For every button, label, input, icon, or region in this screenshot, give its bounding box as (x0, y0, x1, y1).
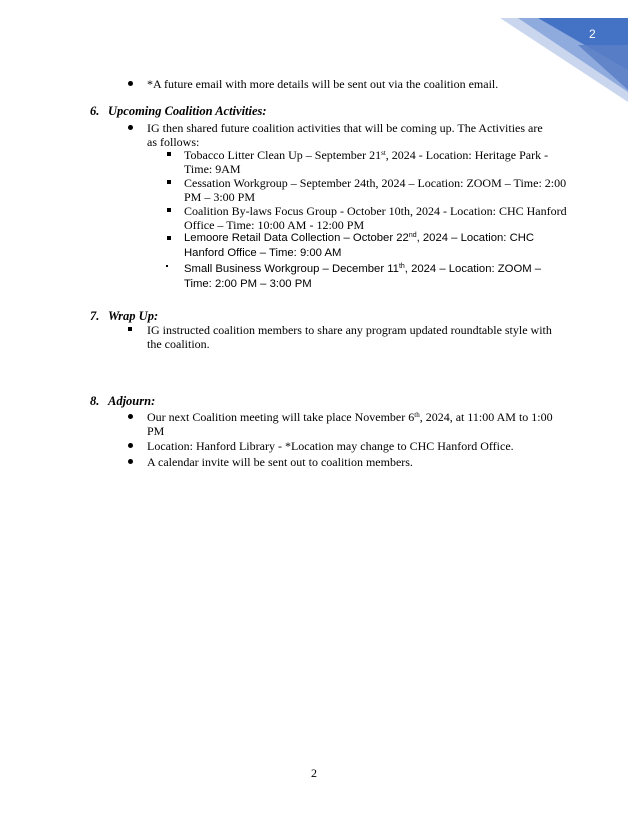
activity-5-sup: th (398, 263, 405, 270)
activity-1-sup: st (381, 149, 386, 157)
activity-3: Coalition By-laws Focus Group - October 10th, 2024 - Location: CHC Hanford Office – Time: 10:00 AM - 12:00 PM (184, 204, 567, 232)
section-7-heading (90, 309, 158, 323)
section-8-heading (90, 394, 155, 408)
activity-1-text: Tobacco Litter Clean Up – September 21 (184, 148, 382, 162)
adjourn-bullet-1-text: Our next Coalition meeting will take place November 6 (147, 410, 415, 424)
section-6-heading (90, 104, 267, 118)
square-bullet-icon (128, 327, 132, 331)
small-bullet-icon (166, 265, 168, 267)
square-bullet-icon (167, 208, 171, 212)
activity-5-text: Small Business Workgroup – December 11 (184, 263, 399, 275)
adjourn-bullet-1 (147, 410, 557, 438)
activity-5 (184, 262, 569, 292)
section-8-title: Adjourn: (108, 394, 156, 408)
adjourn-bullet-1-sup: th (414, 411, 420, 419)
adjourn-bullet-3: A calendar invite will be sent out to coalition members. (147, 455, 413, 469)
section-7-title: Wrap Up: (108, 309, 159, 323)
activity-4-text: Lemoore Retail Data Collection – October 22 (184, 232, 409, 244)
adjourn-bullet-2: Location: Hanford Library - *Location may change to CHC Hanford Office. (147, 439, 514, 453)
activity-5-text-end: , 2024 – Location: ZOOM – Time: 2:00 PM – 3:00 PM (184, 263, 542, 290)
section-6-bullet-text: IG then shared future coalition activities that will be coming up. The Activities are as follows: (147, 121, 543, 149)
header-page-number: 2 (589, 27, 596, 41)
footer-page-number: 2 (311, 766, 317, 780)
section-7-number: 7. (90, 309, 100, 323)
activity-4-text-end: , 2024 – Location: CHC Hanford Office – Time: 9:00 AM (184, 232, 535, 259)
intro-bullet-text: *A future email with more details will be sent out via the coalition email. (147, 77, 499, 91)
page-corner-decoration (478, 0, 628, 110)
activity-1-text-end: , 2024 - Location: Heritage Park - Time: 9AM (184, 148, 549, 176)
bullet-icon (128, 125, 133, 130)
section-6-number: 6. (90, 104, 100, 118)
section-6-title: Upcoming Coalition Activities: (108, 104, 267, 118)
activity-1 (184, 148, 569, 176)
square-bullet-icon (167, 236, 171, 240)
bullet-icon (128, 81, 133, 86)
activity-4-sup: nd (408, 232, 417, 239)
activity-2: Cessation Workgroup – September 24th, 2024 – Location: ZOOM – Time: 2:00 PM – 3:00 PM (184, 176, 567, 204)
activity-4 (184, 231, 569, 261)
square-bullet-icon (167, 180, 171, 184)
bullet-icon (128, 443, 133, 448)
adjourn-bullet-1-text-end: , 2024, at 11:00 AM to 1:00 PM (147, 410, 553, 438)
bullet-icon (128, 459, 133, 464)
section-8-number: 8. (90, 394, 100, 408)
section-7-bullet-text: IG instructed coalition members to share any program updated roundtable style with the coalition. (147, 323, 552, 351)
square-bullet-icon (167, 152, 171, 156)
bullet-icon (128, 414, 133, 419)
